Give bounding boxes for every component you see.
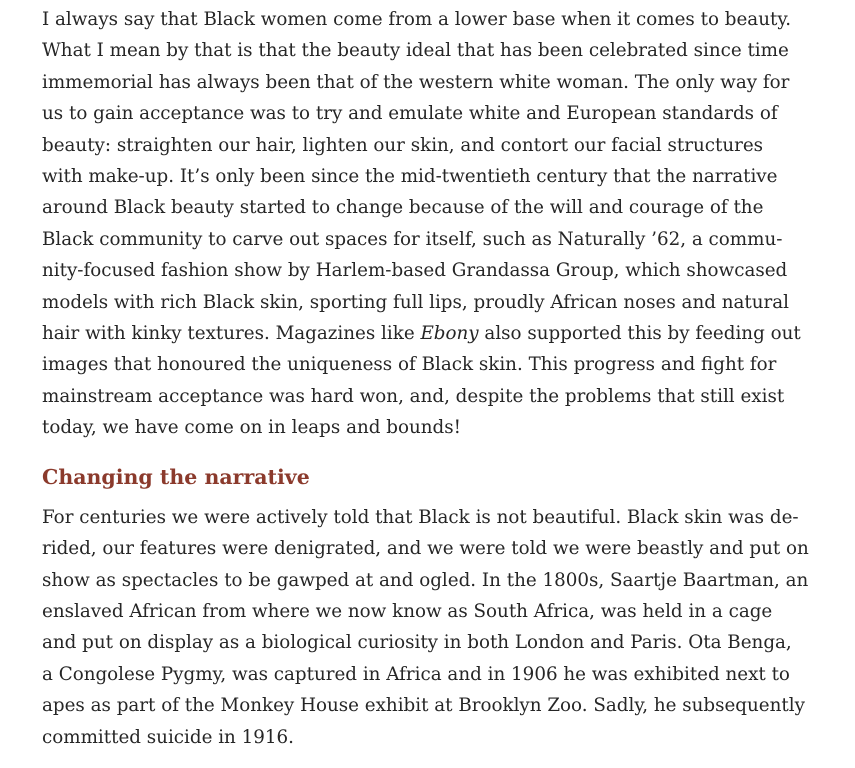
text-line: I always say that Black women come from a lower base when it comes to beauty. xyxy=(42,9,792,30)
text-line: images that honoured the uniqueness of Black skin. This progress and fight for xyxy=(42,354,777,376)
body-paragraph-2 xyxy=(42,502,832,753)
text-line: rided, our features were denigrated, and we were told we were beastly and put on xyxy=(42,538,809,560)
text-line: apes as part of the Monkey House exhibit at Brooklyn Zoo. Sadly, he subsequently xyxy=(42,695,805,717)
body-paragraph-1 xyxy=(42,4,832,444)
text-line: committed suicide in 1916. xyxy=(42,726,294,748)
page-content xyxy=(42,4,832,753)
text-segment: also supported this by feeding out xyxy=(478,323,801,345)
text-line: around Black beauty started to change because of the will and courage of the xyxy=(42,197,764,219)
text-line: nity-focused fashion show by Harlem-based Grandassa Group, which showcased xyxy=(42,260,788,282)
text-line: For centuries we were actively told that Black is not beautiful. Black skin was de- xyxy=(42,506,799,528)
text-line: beauty: straighten our hair, lighten our skin, and contort our facial structures xyxy=(42,134,764,156)
text-line: immemorial has always been that of the western white woman. The only way for xyxy=(42,71,790,93)
text-line: enslaved African from where we now know as South Africa, was held in a cage xyxy=(42,600,773,622)
text-line: mainstream acceptance was hard won, and, despite the problems that still exist xyxy=(42,385,785,407)
section-heading: Changing the narrative xyxy=(42,464,310,489)
text-segment: hair with kinky textures. Magazines like xyxy=(42,323,421,345)
text-line: Black community to carve out spaces for itself, such as Naturally ’62, a commu- xyxy=(42,228,783,250)
text-line: today, we have come on in leaps and bounds! xyxy=(42,417,461,439)
text-line: us to gain acceptance was to try and emulate white and European standards of xyxy=(42,103,778,125)
magazine-title: Ebony xyxy=(420,323,479,345)
text-line: with make-up. It’s only been since the mid-twentieth century that the narrative xyxy=(42,166,778,188)
text-line: a Congolese Pygmy, was captured in Africa and in 1906 he was exhibited next to xyxy=(42,663,790,685)
text-line: What I mean by that is that the beauty ideal that has been celebrated since time xyxy=(42,40,789,62)
text-line: show as spectacles to be gawped at and ogled. In the 1800s, Saartje Baartman, an xyxy=(42,569,809,591)
text-line: and put on display as a biological curiosity in both London and Paris. Ota Benga, xyxy=(42,632,792,654)
text-line: models with rich Black skin, sporting full lips, proudly African noses and natural xyxy=(42,291,790,313)
text-line-with-italic xyxy=(42,318,832,349)
